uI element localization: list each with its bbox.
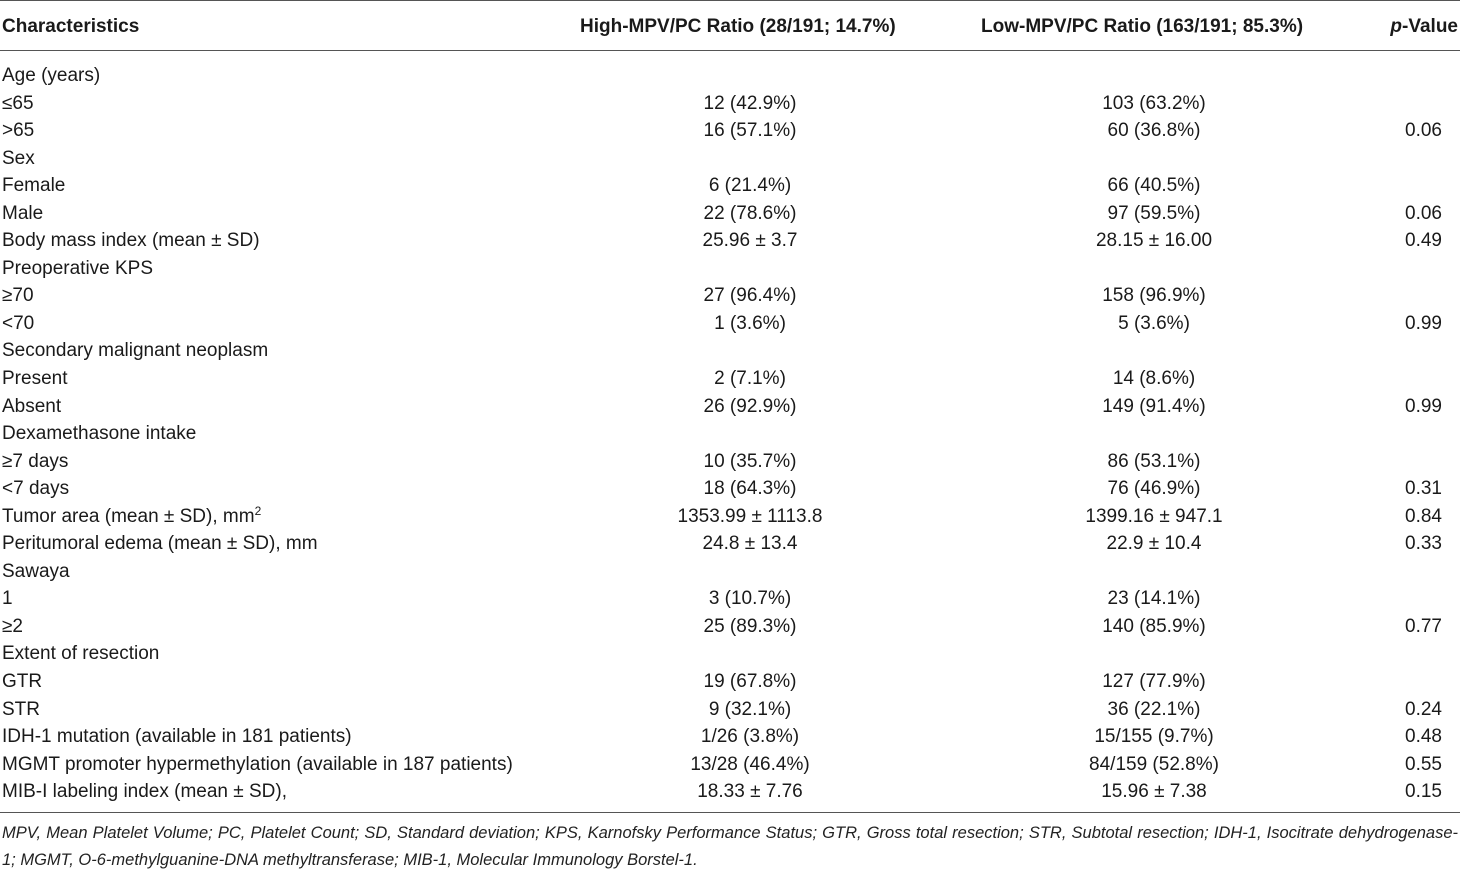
cell-low-ratio: 127 (77.9%): [1102, 671, 1206, 693]
cell-low-ratio: 36 (22.1%): [1107, 698, 1201, 720]
row-label: 1: [2, 588, 13, 610]
cell-p-value: 0.99: [1405, 395, 1442, 417]
row-label: Male: [2, 202, 44, 224]
cell-high-ratio: 19 (67.8%): [703, 671, 797, 693]
table-row: [0, 558, 1460, 586]
table-row: [0, 668, 1460, 696]
table-row: [0, 282, 1460, 310]
table-row: [0, 475, 1460, 503]
cell-high-ratio: 18 (64.3%): [703, 478, 797, 500]
header-rule: [0, 50, 1460, 51]
cell-high-ratio: 2 (7.1%): [714, 368, 786, 390]
row-label: Dexamethasone intake: [2, 423, 197, 445]
cell-p-value: 0.15: [1405, 781, 1442, 803]
cell-low-ratio: 140 (85.9%): [1102, 615, 1206, 637]
table-row: [0, 613, 1460, 641]
cell-low-ratio: 23 (14.1%): [1107, 588, 1201, 610]
row-label: <70: [2, 312, 35, 334]
cell-p-value: 0.49: [1405, 230, 1442, 252]
cell-high-ratio: 25 (89.3%): [703, 615, 797, 637]
table-row: [0, 117, 1460, 145]
cell-low-ratio: 149 (91.4%): [1102, 395, 1206, 417]
cell-low-ratio: 14 (8.6%): [1112, 368, 1196, 390]
cell-high-ratio: 1/26 (3.8%): [700, 726, 800, 748]
row-label: MGMT promoter hypermethylation (available in 187 patients): [2, 753, 513, 775]
table-row: [0, 337, 1460, 365]
cell-high-ratio: 22 (78.6%): [703, 202, 797, 224]
row-label: Sex: [2, 147, 35, 169]
table-row: [0, 778, 1460, 806]
row-label: ≥2: [2, 615, 23, 637]
cell-high-ratio: 18.33 ± 7.76: [697, 781, 803, 803]
cell-high-ratio: 25.96 ± 3.7: [702, 230, 798, 252]
bottom-rule: [0, 812, 1460, 813]
header-high-ratio: High-MPV/PC Ratio (28/191; 14.7%): [580, 16, 896, 37]
cell-low-ratio: 5 (3.6%): [1118, 312, 1190, 334]
cell-high-ratio: 13/28 (46.4%): [690, 753, 810, 775]
table-row: [0, 585, 1460, 613]
table-row: [0, 420, 1460, 448]
cell-low-ratio: 1399.16 ± 947.1: [1085, 505, 1223, 527]
row-label: Age (years): [2, 65, 101, 86]
cell-high-ratio: 16 (57.1%): [703, 120, 797, 142]
row-label: IDH-1 mutation (available in 181 patients): [2, 726, 352, 748]
cell-p-value: 0.84: [1405, 505, 1442, 527]
row-label: Tumor area (mean ± SD), $mm^2$: [2, 503, 262, 527]
cell-low-ratio: 97 (59.5%): [1107, 202, 1201, 224]
header-p-value: p-Value: [1390, 16, 1458, 37]
cell-low-ratio: 15.96 ± 7.38: [1101, 781, 1207, 803]
cell-low-ratio: 84/159 (52.8%): [1089, 753, 1219, 775]
cell-low-ratio: 86 (53.1%): [1107, 450, 1201, 472]
row-label: MIB-I labeling index (mean ± SD),: [2, 781, 287, 803]
header-low-ratio: Low-MPV/PC Ratio (163/191; 85.3%): [981, 16, 1304, 37]
cell-low-ratio: 15/155 (9.7%): [1094, 726, 1214, 748]
cell-high-ratio: 6 (21.4%): [708, 175, 792, 197]
cell-p-value: 0.06: [1405, 120, 1442, 142]
table-row: [0, 172, 1460, 200]
cell-low-ratio: 103 (63.2%): [1102, 92, 1206, 114]
table-row: [0, 255, 1460, 283]
row-label: STR: [2, 698, 40, 720]
cell-high-ratio: 3 (10.7%): [708, 588, 792, 610]
row-label: Secondary malignant neoplasm: [2, 340, 269, 362]
cell-high-ratio: 24.8 ± 13.4: [702, 533, 798, 555]
cell-p-value: 0.06: [1405, 202, 1442, 224]
table-body: [0, 62, 1460, 806]
table-row: [0, 393, 1460, 421]
cell-high-ratio: 1353.99 ± 1113.8: [677, 505, 823, 527]
cell-p-value: 0.55: [1405, 753, 1442, 775]
table-row: [0, 227, 1460, 255]
cell-low-ratio: 22.9 ± 10.4: [1106, 533, 1202, 555]
row-label: Absent: [2, 395, 62, 417]
table-row: [0, 640, 1460, 668]
row-label: <7 days: [2, 478, 70, 500]
cell-high-ratio: 26 (92.9%): [703, 395, 797, 417]
table-row: [0, 448, 1460, 476]
table-row: [0, 310, 1460, 338]
cell-low-ratio: 158 (96.9%): [1102, 285, 1206, 307]
row-label: >65: [2, 120, 35, 142]
table-header: [0, 0, 1460, 50]
table-row: [0, 145, 1460, 173]
table-row: [0, 723, 1460, 751]
table-row: [0, 200, 1460, 228]
table-row: [0, 90, 1460, 118]
cell-high-ratio: 10 (35.7%): [703, 450, 797, 472]
cell-p-value: 0.48: [1405, 726, 1442, 748]
cell-high-ratio: 27 (96.4%): [703, 285, 797, 307]
row-label: ≤65: [2, 92, 34, 114]
row-label: Preoperative KPS: [2, 257, 154, 279]
header-characteristics: Characteristics: [2, 16, 140, 37]
cell-low-ratio: 28.15 ± 16.00: [1095, 230, 1213, 252]
cell-high-ratio: 9 (32.1%): [708, 698, 792, 720]
cell-low-ratio: 76 (46.9%): [1107, 478, 1201, 500]
table-row: [0, 530, 1460, 558]
table-row: [0, 62, 1460, 90]
row-label: Female: [2, 175, 66, 197]
cell-p-value: 0.31: [1405, 478, 1442, 500]
cell-p-value: 0.24: [1405, 698, 1442, 720]
cell-high-ratio: 1 (3.6%): [714, 312, 786, 334]
cell-high-ratio: 12 (42.9%): [703, 92, 797, 114]
row-label: Body mass index (mean ± SD): [2, 230, 260, 252]
row-label: Sawaya: [2, 560, 70, 582]
cell-low-ratio: 66 (40.5%): [1107, 175, 1201, 197]
table-row: [0, 503, 1460, 531]
cell-p-value: 0.33: [1405, 533, 1442, 555]
superscript: 2: [254, 503, 262, 518]
row-label: GTR: [2, 671, 43, 693]
row-label: ≥7 days: [2, 450, 69, 472]
cell-low-ratio: 60 (36.8%): [1107, 120, 1201, 142]
row-label: ≥70: [2, 285, 34, 307]
table-row: [0, 751, 1460, 779]
row-label: Peritumoral edema (mean ± SD), mm: [2, 533, 318, 555]
row-label: Extent of resection: [2, 643, 160, 665]
table-row: [0, 365, 1460, 393]
row-label: Present: [2, 368, 68, 390]
cell-p-value: 0.99: [1405, 312, 1442, 334]
table-footnote: MPV, Mean Platelet Volume; PC, Platelet Count; SD, Standard deviation; KPS, Karnofsky Performance Status; GTR, Gross total resection; STR, Subtotal resection; IDH-1, Isocitrate dehydrogenase-1; MGMT, O-6-methylguanine-DNA methyltransferase; MIB-1, Molecular Immunology Borstel-1.: [2, 824, 1458, 869]
table-row: [0, 696, 1460, 724]
cell-p-value: 0.77: [1405, 615, 1442, 637]
